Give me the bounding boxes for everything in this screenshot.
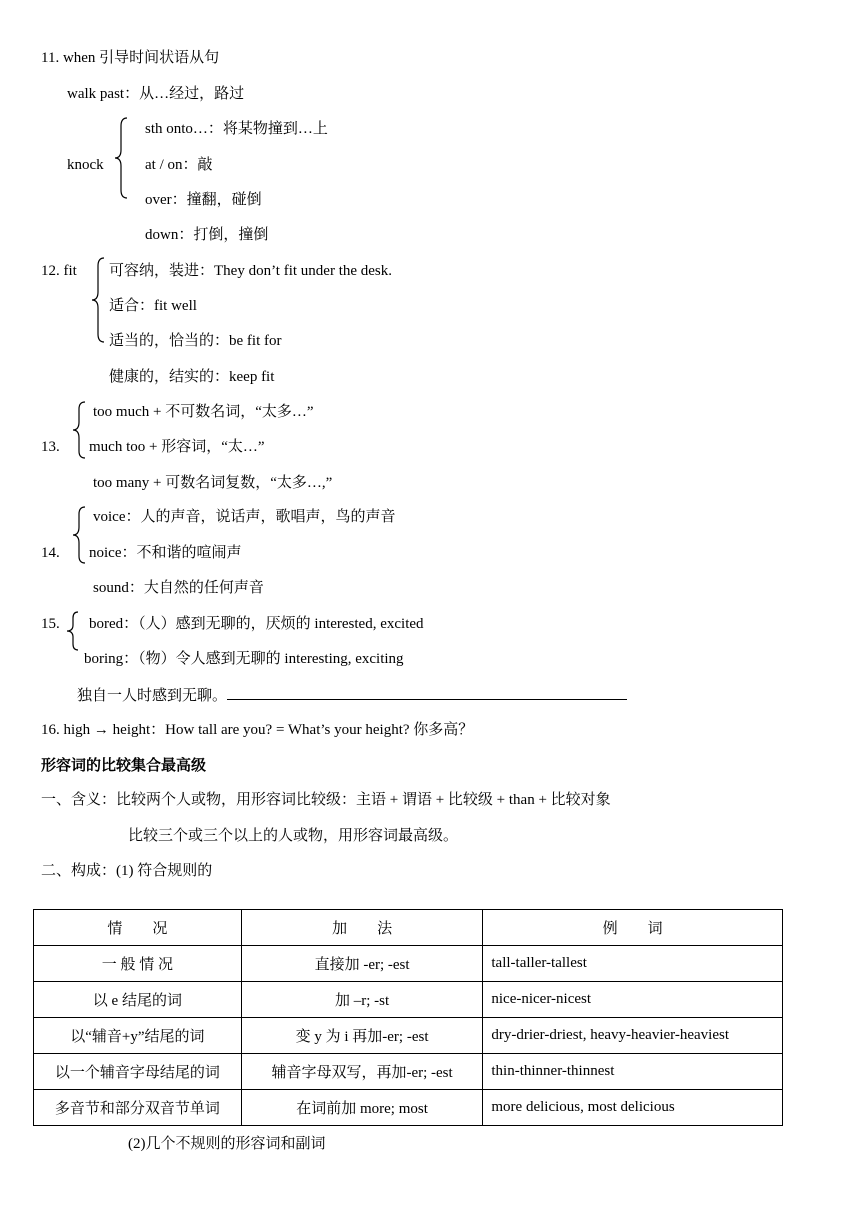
table-cell: 以“辅音+y”结尾的词 [34,1018,242,1054]
bored-item: boring：（物）令人感到无聊的 interesting, exciting [84,651,404,667]
knock-label: knock [67,157,104,173]
table-cell: 变 y 为 i 再加-er; -est [241,1018,483,1054]
table-cell: tall-taller-tallest [483,946,783,982]
comparison-rules-table [33,909,783,1126]
table-cell: 加 –r; -st [241,982,483,1018]
exercise-prompt: 独自一人时感到无聊。 [77,688,228,704]
sound-item: voice：人的声音，说话声，歌唱声，鸟的声音 [93,509,396,525]
fit-item: 适当的，恰当的：be fit for [109,333,282,349]
table-cell: thin-thinner-thinnest [483,1054,783,1090]
section-heading: 形容词的比较集合最高级 [41,756,207,774]
bored-item: bored：（人）感到无聊的，厌烦的 interested, excited [89,616,424,632]
knock-brace [114,116,130,200]
table-row [34,1018,783,1054]
table-cell: 直接加 -er; -est [241,946,483,982]
table-row [34,1090,783,1126]
header-cell: 例 词 [483,910,783,946]
item-11-title: 11. when 引导时间状语从句 [41,50,220,66]
fit-item: 可容纳，装进：They don’t fit under the desk. [109,263,393,279]
table-cell: 以 e 结尾的词 [34,982,242,1018]
knock-item: over：撞翻，碰倒 [145,192,262,208]
table-header-row [34,910,783,946]
table-cell: 以一个辅音字母结尾的词 [34,1054,242,1090]
sound-item: noice：不和谐的喧闹声 [89,545,242,561]
item-16-line: 16. high → height：How tall are you? = What’s your height? 你多高？ [41,722,474,738]
item-15-label: 15. [41,616,60,632]
table-cell: more delicious, most delicious [483,1090,783,1126]
item-13-label: 13. [41,439,60,455]
table-cell: dry-drier-driest, heavy-heavier-heaviest [483,1018,783,1054]
table-cell: 多音节和部分双音节单词 [34,1090,242,1126]
sound-item: sound：大自然的任何声音 [93,580,264,596]
knock-item: sth onto…：将某物撞到…上 [145,121,328,137]
table-cell: nice-nicer-nicest [483,982,783,1018]
walk-past-line: walk past：从…经过，路过 [67,86,245,102]
fit-item: 健康的，结实的：keep fit [109,369,275,385]
header-cell: 加 法 [241,910,483,946]
irregular-line: (2)几个不规则的形容词和副词 [128,1136,326,1152]
table-cell: 辅音字母双写，再加-er; -est [241,1054,483,1090]
too-much-item: much too + 形容词，“太…” [89,439,265,455]
item-14-label: 14. [41,545,60,561]
knock-item: at / on：敲 [145,157,213,173]
exercise-line [77,685,627,706]
table-row [34,946,783,982]
composition-line: 二、构成：(1) 符合规则的 [41,863,213,879]
too-much-item: too much + 不可数名词，“太多…” [93,404,314,420]
fit-item: 适合：fit well [109,298,197,314]
meaning-line-1: 一、含义：比较两个人或物，用形容词比较级：主语 + 谓语 + 比较级 + than + 比较对象 [41,792,611,808]
item-12-label: 12. fit [41,263,77,279]
answer-blank [227,685,627,700]
knock-item: down：打倒，撞倒 [145,227,269,243]
table-cell: 一 般 情 况 [34,946,242,982]
table-row [34,1054,783,1090]
sound-brace [72,505,88,565]
table-cell: 在词前加 more; most [241,1090,483,1126]
bored-brace [66,610,80,652]
too-much-brace [72,400,88,460]
table-row [34,982,783,1018]
header-cell: 情 况 [34,910,242,946]
meaning-line-2: 比较三个或三个以上的人或物，用形容词最高级。 [128,828,459,844]
too-much-item: too many + 可数名词复数，“太多…,” [93,475,333,491]
fit-brace [91,256,107,344]
